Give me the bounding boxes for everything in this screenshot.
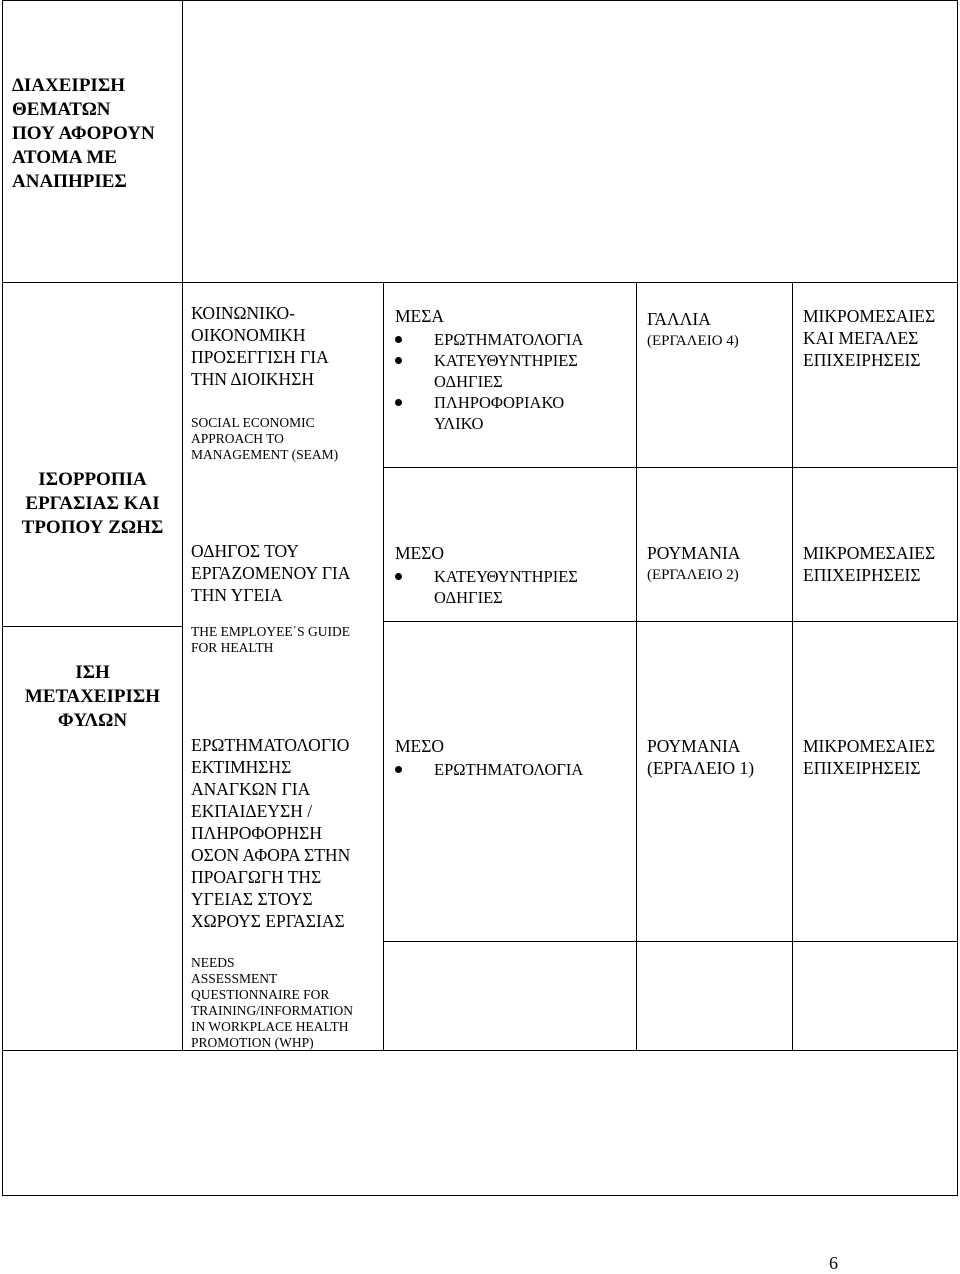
col-divider-4	[792, 282, 793, 1050]
row1-divider	[383, 467, 958, 468]
bullet-icon	[395, 766, 402, 773]
means-label: ΜΕΣΟ	[395, 543, 445, 563]
row3-tool-name-gr: ΕΡΩΤΗΜΑΤΟΛΟΓΙΟ ΕΚΤΙΜΗΣΗΣ ΑΝΑΓΚΩΝ ΓΙΑ ΕΚΠΑΙΔΕΥΣΗ / ΠΛΗΡΟΦΟΡΗΣΗ ΟΣΟΝ ΑΦΟΡΑ ΣΤΗΝ ΠΡΟΑΓΩΓΗ ΤΗΣ ΥΓΕΙΑΣ ΣΤΟΥΣ ΧΩΡΟΥΣ ΕΡΓΑΣΙΑΣ	[191, 735, 351, 931]
tool-number: (ΕΡΓΑΛΕΙΟ 1)	[647, 758, 755, 778]
col-divider-2	[383, 282, 384, 1050]
table-end-divider	[2, 1050, 958, 1051]
country-name: ΡΟΥΜΑΝΙΑ	[647, 543, 741, 563]
row2-tool-name-en: THE EMPLOYEE΄S GUIDE FOR HEALTH	[191, 624, 350, 655]
country-name: ΓΑΛΛΙΑ	[647, 309, 711, 329]
row3-bottom-divider	[383, 941, 958, 942]
row1-country	[647, 308, 789, 352]
row2-tool-name-gr: ΟΔΗΓΟΣ ΤΟΥ ΕΡΓΑΖΟΜΕΝΟΥ ΓΙΑ ΤΗΝ ΥΓΕΙΑ	[191, 541, 351, 605]
row1-means	[395, 305, 633, 434]
bullet-icon	[395, 573, 402, 580]
row2-target: ΜΙΚΡΟΜΕΣΑΙΕΣ ΕΠΙΧΕΙΡΗΣΕΙΣ	[803, 543, 936, 585]
row2-divider	[383, 621, 958, 622]
row3-country	[647, 735, 789, 779]
means-list	[395, 329, 633, 434]
tool-number: (ΕΡΓΑΛΕΙΟ 4)	[647, 333, 739, 349]
col-divider-1	[182, 0, 183, 1050]
means-list	[395, 566, 633, 608]
bullet-icon	[395, 399, 402, 406]
category-divider	[2, 626, 182, 627]
table-border-right	[957, 0, 958, 1196]
category-work-life-balance: ΙΣΟΡΡΟΠΙΑ ΕΡΓΑΣΙΑΣ ΚΑΙ ΤΡΟΠΟΥ ΖΩΗΣ	[21, 469, 164, 538]
row3-target: ΜΙΚΡΟΜΕΣΑΙΕΣ ΕΠΙΧΕΙΡΗΣΕΙΣ	[803, 736, 936, 778]
list-item: ΚΑΤΕΥΘΥΝΤΗΡΙΕΣ ΟΔΗΓΙΕΣ	[395, 350, 633, 392]
means-label: ΜΕΣΟ	[395, 736, 445, 756]
col-divider-3	[636, 282, 637, 1050]
row1-target: ΜΙΚΡΟΜΕΣΑΙΕΣ ΚΑΙ ΜΕΓΑΛΕΣ ΕΠΙΧΕΙΡΗΣΕΙΣ	[803, 306, 936, 370]
country-name: ΡΟΥΜΑΝΙΑ	[647, 736, 741, 756]
row1-tool-name-en: SOCIAL ECONOMIC APPROACH TO MANAGEMENT (SEAM)	[191, 415, 339, 462]
bullet-icon	[395, 336, 402, 343]
row3-means	[395, 735, 633, 780]
page-number: 6	[829, 1253, 838, 1273]
bullet-icon	[395, 357, 402, 364]
means-list	[395, 759, 633, 780]
list-item: ΠΛΗΡΟΦΟΡΙΑΚΟ ΥΛΙΚΟ	[395, 392, 633, 434]
tool-number: (ΕΡΓΑΛΕΙΟ 2)	[647, 567, 739, 583]
document-title: ΔΙΑΧΕΙΡΙΣΗ ΘΕΜΑΤΩΝ ΠΟΥ ΑΦΟΡΟΥΝ ΑΤΟΜΑ ΜΕ ΑΝΑΠΗΡΙΕΣ	[12, 75, 155, 192]
table-border-top	[2, 0, 958, 1]
list-item: ΕΡΩΤΗΜΑΤΟΛΟΓΙΑ	[395, 329, 633, 350]
table-border-left	[2, 0, 3, 1196]
row2-country	[647, 542, 789, 586]
category-gender-equality: ΙΣΗ ΜΕΤΑΧΕΙΡΙΣΗ ΦΥΛΩΝ	[24, 662, 161, 731]
row3-tool-name-en: NEEDS ASSESSMENT QUESTIONNAIRE FOR TRAINING/INFORMATION IN WORKPLACE HEALTH PROMOTION (WHP)	[191, 955, 353, 1050]
row1-tool-name-gr: ΚΟΙΝΩΝΙΚΟ- ΟΙΚΟΝΟΜΙΚΗ ΠΡΟΣΕΓΓΙΣΗ ΓΙΑ ΤΗΝ ΔΙΟΙΚΗΣΗ	[191, 303, 329, 389]
list-item: ΕΡΩΤΗΜΑΤΟΛΟΓΙΑ	[395, 759, 633, 780]
header-divider	[2, 282, 958, 283]
row2-means	[395, 542, 633, 608]
table-border-bottom	[2, 1195, 958, 1196]
means-label: ΜΕΣΑ	[395, 306, 445, 326]
list-item: ΚΑΤΕΥΘΥΝΤΗΡΙΕΣ ΟΔΗΓΙΕΣ	[395, 566, 633, 608]
